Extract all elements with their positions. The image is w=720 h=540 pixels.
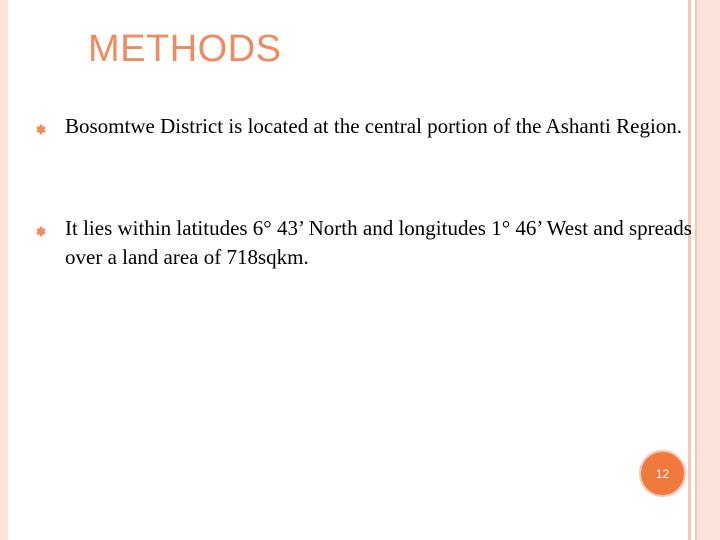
bullet-item <box>34 214 694 272</box>
bullet-list <box>34 112 694 272</box>
page-number-badge: 12 <box>639 450 686 497</box>
settings-bullet-icon <box>34 225 47 238</box>
left-decorative-stripe <box>0 0 8 540</box>
settings-bullet-icon <box>34 123 47 136</box>
slide-title: METHODS <box>88 28 282 70</box>
bullet-item <box>34 112 694 141</box>
bullet-text: It lies within latitudes 6° 43’ North and longitudes 1° 46’ West and spreads over a land area of 718sqkm. <box>65 216 692 269</box>
bullet-text: Bosomtwe District is located at the central portion of the Ashanti Region. <box>65 114 683 138</box>
